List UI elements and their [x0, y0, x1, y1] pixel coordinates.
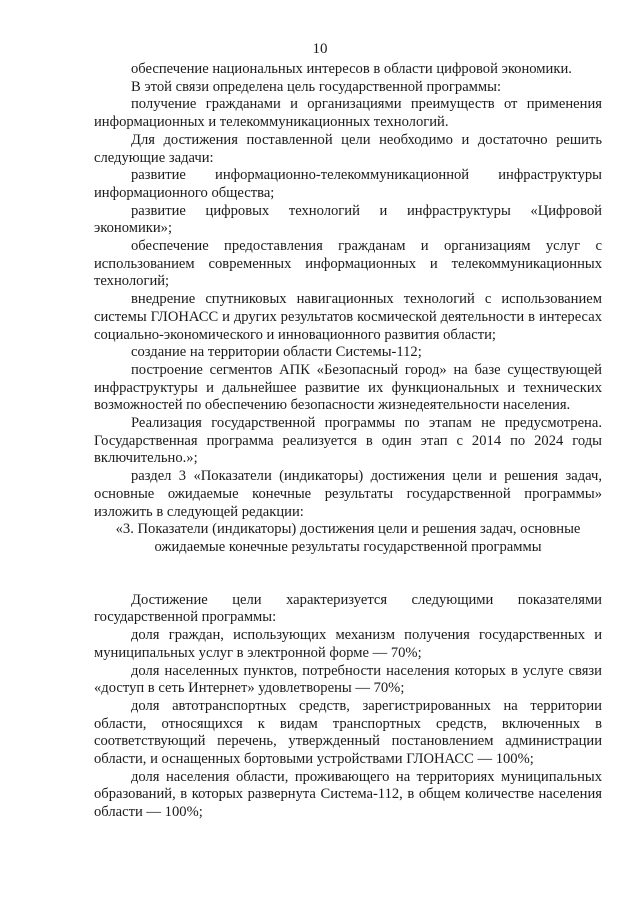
paragraph: создание на территории области Системы-112; [131, 344, 422, 361]
paragraph: доля населения области, проживающего на территориях муниципальных образований, в которых развернута Система-112, в общем количестве населения области — 100%; [94, 768, 602, 821]
section-heading: «3. Показатели (индикаторы) достижения цели и решения задач, основные ожидаемые конечные результаты государственной программы [115, 521, 581, 555]
page-number: 10 [312, 41, 328, 57]
document-body [94, 61, 602, 822]
paragraph: обеспечение национальных интересов в области цифровой экономики. [131, 61, 572, 77]
paragraph: построение сегментов АПК «Безопасный город» на базе существующей инфраструктуры и дальнейшее развитие их функциональных и технических возможностей по обеспечению безопасности жизнедеятельности населения. [94, 361, 602, 414]
paragraph: доля граждан, использующих механизм получения государственных и муниципальных услуг в электронной форме — 70%; [94, 627, 602, 661]
paragraph: раздел 3 «Показатели (индикаторы) достижения цели и решения задач, основные ожидаемые конечные результаты государственной программы» изложить в следующей редакции: [94, 468, 602, 520]
paragraph: Реализация государственной программы по этапам не предусмотрена. Государственная программа реализуется в один этап с 2014 по 2024 годы включительно.»; [94, 415, 602, 467]
paragraph: доля населенных пунктов, потребности населения которых в услуге связи «доступ в сеть Интернет» удовлетворены — 70%; [94, 662, 602, 697]
paragraph: Достижение цели характеризуется следующими показателями государственной программы: [94, 591, 602, 626]
paragraph: получение гражданами и организациями преимуществ от применения информационных и телекоммуникационных технологий. [94, 96, 602, 131]
paragraph: доля автотранспортных средств, зарегистрированных на территории области, относящихся к видам транспортных средств, включенных в соответствующий перечень, утвержденный постановлением администрации области, и оснащенных бортовыми устройствами ГЛОНАСС — 100%; [94, 697, 602, 768]
paragraph: внедрение спутниковых навигационных технологий с использованием системы ГЛОНАСС и других результатов космической деятельности в интересах социально-экономического и инновационного развития области; [94, 291, 602, 343]
paragraph: обеспечение предоставления гражданам и организациям услуг с использованием современных информационных и телекоммуникационных технологий; [94, 238, 602, 290]
paragraph: развитие цифровых технологий и инфраструктуры «Цифровой экономики»; [94, 202, 602, 237]
paragraph: Для достижения поставленной цели необходимо и достаточно решить следующие задачи: [94, 131, 602, 166]
paragraph: развитие информационно-телекоммуникационной инфраструктуры информационного общества; [94, 167, 602, 201]
paragraph: В этой связи определена цель государственной программы: [131, 78, 502, 95]
